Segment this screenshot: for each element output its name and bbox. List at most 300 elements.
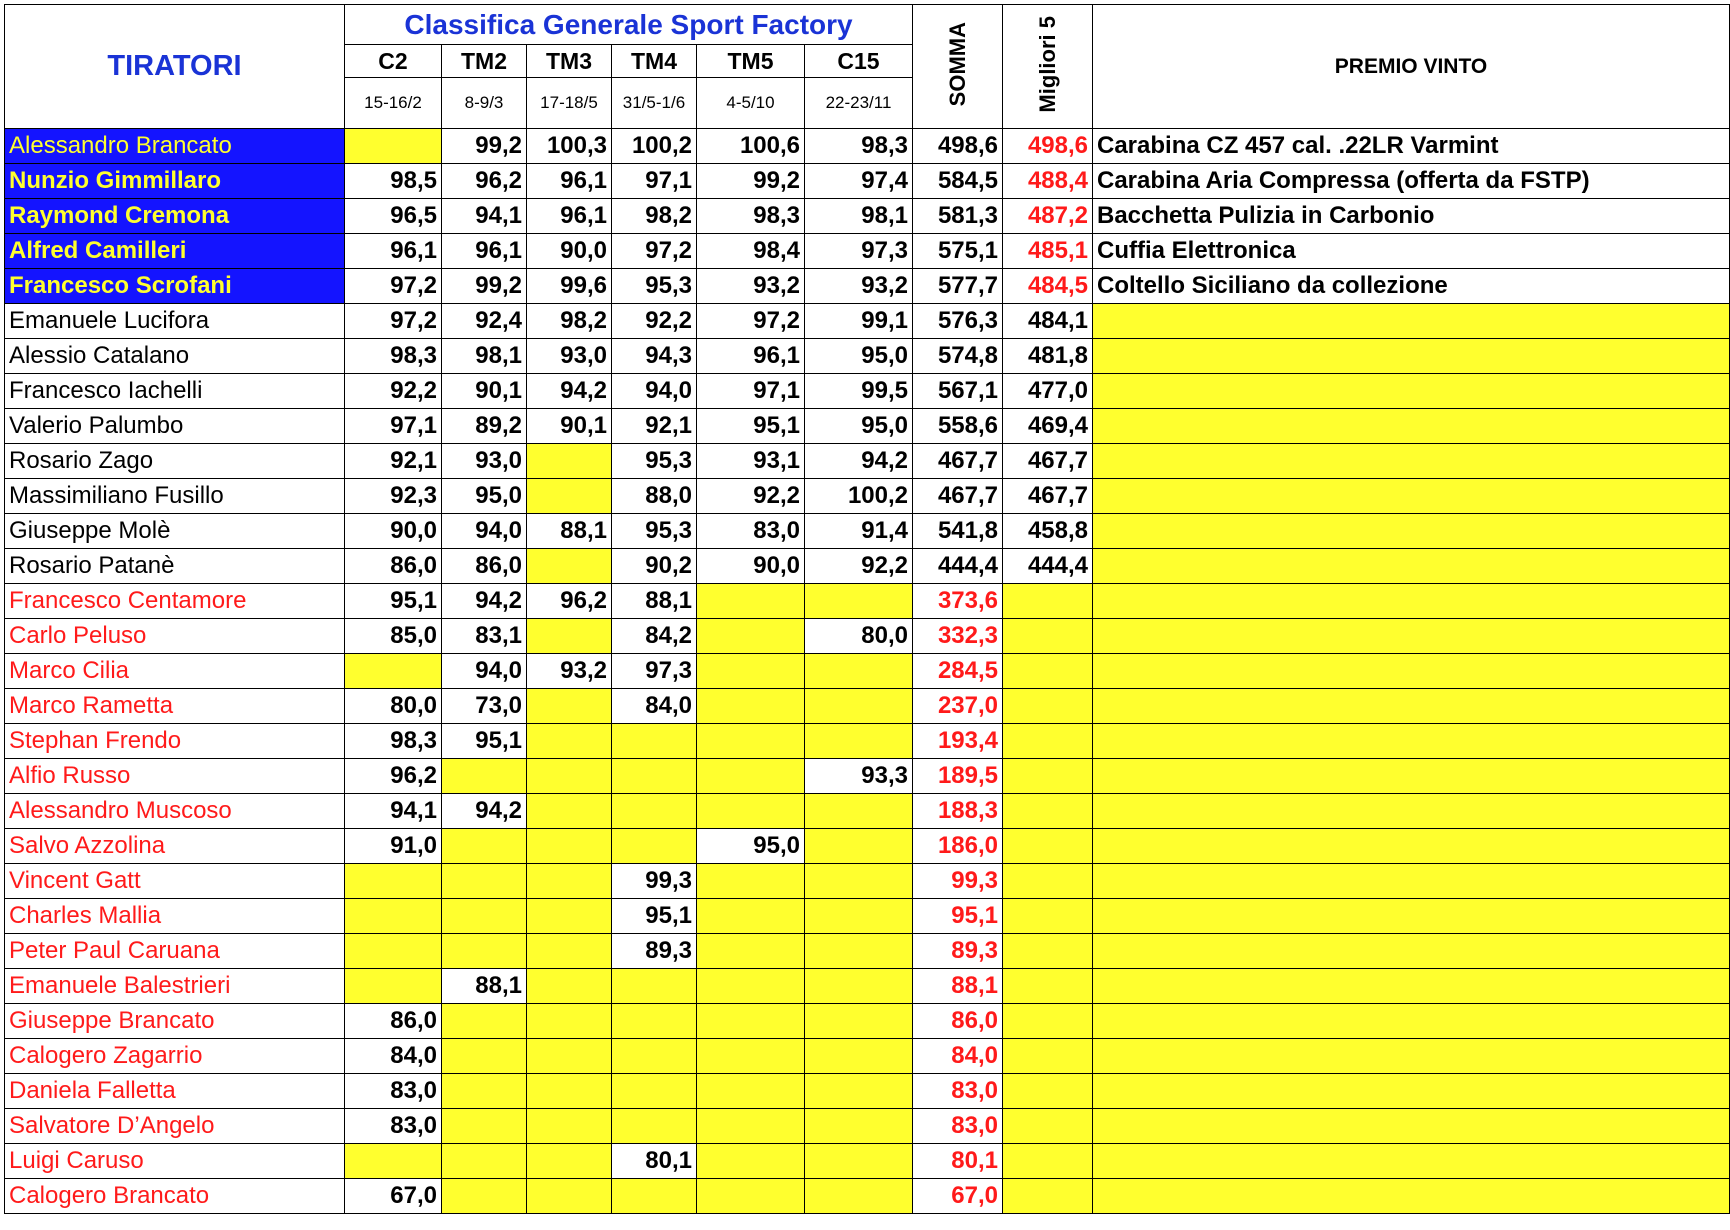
best5-cell xyxy=(1003,619,1093,654)
best5-cell: 488,4 xyxy=(1003,164,1093,199)
shooter-name: Emanuele Balestrieri xyxy=(5,969,345,1004)
best5-cell: 481,8 xyxy=(1003,339,1093,374)
score-cell: 99,1 xyxy=(805,304,913,339)
score-cell: 91,4 xyxy=(805,514,913,549)
best5-cell xyxy=(1003,584,1093,619)
somma-cell: 189,5 xyxy=(913,759,1003,794)
shooter-name: Salvatore D’Angelo xyxy=(5,1109,345,1144)
best5-cell xyxy=(1003,829,1093,864)
prize-cell: Bacchetta Pulizia in Carbonio xyxy=(1093,199,1730,234)
score-cell: 95,0 xyxy=(805,339,913,374)
score-cell xyxy=(612,1039,697,1074)
shooter-name: Stephan Frendo xyxy=(5,724,345,759)
prize-cell xyxy=(1093,374,1730,409)
somma-cell: 444,4 xyxy=(913,549,1003,584)
table-row xyxy=(5,444,1730,479)
score-cell xyxy=(805,1179,913,1214)
score-cell: 98,3 xyxy=(805,129,913,164)
shooter-name: Francesco Iachelli xyxy=(5,374,345,409)
shooter-name: Raymond Cremona xyxy=(5,199,345,234)
score-cell xyxy=(527,829,612,864)
score-cell: 96,1 xyxy=(345,234,442,269)
score-cell: 97,3 xyxy=(612,654,697,689)
score-cell: 99,2 xyxy=(442,269,527,304)
score-cell: 93,3 xyxy=(805,759,913,794)
score-cell xyxy=(442,1144,527,1179)
prize-cell xyxy=(1093,934,1730,969)
shooter-name: Rosario Patanè xyxy=(5,549,345,584)
score-cell: 90,2 xyxy=(612,549,697,584)
score-cell: 95,0 xyxy=(697,829,805,864)
shooter-name: Valerio Palumbo xyxy=(5,409,345,444)
table-row xyxy=(5,1004,1730,1039)
score-cell xyxy=(697,1074,805,1109)
score-cell xyxy=(345,899,442,934)
score-cell: 94,1 xyxy=(345,794,442,829)
score-cell: 80,0 xyxy=(345,689,442,724)
header-somma xyxy=(913,5,1003,129)
somma-cell: 498,6 xyxy=(913,129,1003,164)
score-cell: 98,4 xyxy=(697,234,805,269)
score-cell: 95,3 xyxy=(612,444,697,479)
prize-cell xyxy=(1093,899,1730,934)
score-cell: 88,1 xyxy=(527,514,612,549)
best5-cell: 444,4 xyxy=(1003,549,1093,584)
shooter-name: Salvo Azzolina xyxy=(5,829,345,864)
score-cell: 83,0 xyxy=(697,514,805,549)
somma-cell: 467,7 xyxy=(913,444,1003,479)
prize-cell xyxy=(1093,829,1730,864)
score-cell xyxy=(697,1004,805,1039)
prize-cell xyxy=(1093,479,1730,514)
shooter-name: Calogero Zagarrio xyxy=(5,1039,345,1074)
event-code: TM5 xyxy=(697,45,805,78)
score-cell: 91,0 xyxy=(345,829,442,864)
somma-cell: 577,7 xyxy=(913,269,1003,304)
table-row xyxy=(5,1144,1730,1179)
score-cell: 92,2 xyxy=(805,549,913,584)
best5-cell xyxy=(1003,969,1093,1004)
score-cell xyxy=(527,479,612,514)
somma-cell: 95,1 xyxy=(913,899,1003,934)
score-cell xyxy=(697,864,805,899)
prize-cell xyxy=(1093,724,1730,759)
shooter-name: Calogero Brancato xyxy=(5,1179,345,1214)
score-cell: 96,5 xyxy=(345,199,442,234)
table-row xyxy=(5,829,1730,864)
score-cell xyxy=(697,759,805,794)
prize-cell xyxy=(1093,304,1730,339)
score-cell xyxy=(527,1179,612,1214)
score-cell: 89,2 xyxy=(442,409,527,444)
table-row xyxy=(5,479,1730,514)
score-cell: 95,3 xyxy=(612,514,697,549)
best5-cell: 485,1 xyxy=(1003,234,1093,269)
score-cell xyxy=(345,1144,442,1179)
shooter-name: Marco Rametta xyxy=(5,689,345,724)
somma-cell: 88,1 xyxy=(913,969,1003,1004)
score-cell: 94,2 xyxy=(442,584,527,619)
best5-cell: 484,1 xyxy=(1003,304,1093,339)
shooter-name: Alfred Camilleri xyxy=(5,234,345,269)
prize-cell xyxy=(1093,549,1730,584)
score-cell xyxy=(442,899,527,934)
shooter-name: Massimiliano Fusillo xyxy=(5,479,345,514)
table-row xyxy=(5,724,1730,759)
score-cell xyxy=(527,1109,612,1144)
best5-cell xyxy=(1003,1144,1093,1179)
score-cell: 97,2 xyxy=(345,269,442,304)
table-row xyxy=(5,269,1730,304)
prize-cell xyxy=(1093,969,1730,1004)
shooter-name: Vincent Gatt xyxy=(5,864,345,899)
score-cell: 97,4 xyxy=(805,164,913,199)
table-row xyxy=(5,689,1730,724)
score-cell xyxy=(697,1144,805,1179)
score-cell: 97,2 xyxy=(345,304,442,339)
score-cell: 92,2 xyxy=(612,304,697,339)
shooter-name: Rosario Zago xyxy=(5,444,345,479)
score-cell: 100,6 xyxy=(697,129,805,164)
score-cell: 93,0 xyxy=(442,444,527,479)
somma-cell: 67,0 xyxy=(913,1179,1003,1214)
table-row xyxy=(5,129,1730,164)
score-cell xyxy=(442,759,527,794)
table-row xyxy=(5,199,1730,234)
score-cell: 96,1 xyxy=(442,234,527,269)
somma-cell: 584,5 xyxy=(913,164,1003,199)
score-cell: 73,0 xyxy=(442,689,527,724)
score-cell xyxy=(805,584,913,619)
shooter-name: Giuseppe Molè xyxy=(5,514,345,549)
score-cell: 99,2 xyxy=(697,164,805,199)
somma-cell: 332,3 xyxy=(913,619,1003,654)
score-cell xyxy=(527,689,612,724)
table-row xyxy=(5,864,1730,899)
best5-cell xyxy=(1003,689,1093,724)
shooter-name: Marco Cilia xyxy=(5,654,345,689)
header-migliori-label: Migliori 5 xyxy=(1034,15,1060,113)
score-cell: 93,1 xyxy=(697,444,805,479)
shooter-name: Alessandro Muscoso xyxy=(5,794,345,829)
prize-cell xyxy=(1093,1144,1730,1179)
score-cell xyxy=(697,619,805,654)
best5-cell: 469,4 xyxy=(1003,409,1093,444)
shooter-name: Carlo Peluso xyxy=(5,619,345,654)
score-cell xyxy=(527,864,612,899)
ranking-table xyxy=(4,4,1730,1214)
score-cell xyxy=(527,1004,612,1039)
score-cell: 93,2 xyxy=(527,654,612,689)
score-cell: 80,0 xyxy=(805,619,913,654)
best5-cell xyxy=(1003,1179,1093,1214)
somma-cell: 575,1 xyxy=(913,234,1003,269)
prize-cell xyxy=(1093,339,1730,374)
score-cell: 94,1 xyxy=(442,199,527,234)
score-cell: 96,1 xyxy=(527,199,612,234)
prize-cell xyxy=(1093,514,1730,549)
score-cell xyxy=(697,1179,805,1214)
table-row xyxy=(5,934,1730,969)
table-row xyxy=(5,899,1730,934)
score-cell: 88,0 xyxy=(612,479,697,514)
score-cell xyxy=(612,829,697,864)
prize-cell xyxy=(1093,1179,1730,1214)
score-cell xyxy=(527,794,612,829)
shooter-name: Emanuele Lucifora xyxy=(5,304,345,339)
table-row xyxy=(5,409,1730,444)
score-cell xyxy=(442,1004,527,1039)
score-cell: 96,2 xyxy=(442,164,527,199)
score-cell xyxy=(345,969,442,1004)
score-cell: 86,0 xyxy=(442,549,527,584)
score-cell: 98,1 xyxy=(805,199,913,234)
score-cell xyxy=(527,1039,612,1074)
score-cell xyxy=(805,724,913,759)
score-cell xyxy=(527,899,612,934)
prize-cell xyxy=(1093,654,1730,689)
score-cell: 98,1 xyxy=(442,339,527,374)
score-cell: 98,2 xyxy=(612,199,697,234)
score-cell xyxy=(527,759,612,794)
table-row xyxy=(5,1179,1730,1214)
somma-cell: 581,3 xyxy=(913,199,1003,234)
score-cell xyxy=(805,969,913,1004)
best5-cell xyxy=(1003,864,1093,899)
table-row xyxy=(5,759,1730,794)
somma-cell: 80,1 xyxy=(913,1144,1003,1179)
score-cell: 97,3 xyxy=(805,234,913,269)
prize-cell xyxy=(1093,409,1730,444)
somma-cell: 373,6 xyxy=(913,584,1003,619)
score-cell xyxy=(345,864,442,899)
table-row xyxy=(5,969,1730,1004)
best5-cell xyxy=(1003,899,1093,934)
score-cell: 92,2 xyxy=(345,374,442,409)
score-cell: 99,2 xyxy=(442,129,527,164)
score-cell xyxy=(442,1179,527,1214)
score-cell: 90,0 xyxy=(527,234,612,269)
score-cell xyxy=(697,724,805,759)
prize-cell xyxy=(1093,864,1730,899)
prize-cell: Carabina Aria Compressa (offerta da FSTP) xyxy=(1093,164,1730,199)
header-somma-label: SOMMA xyxy=(944,21,970,107)
prize-cell: Coltello Siciliano da collezione xyxy=(1093,269,1730,304)
somma-cell: 574,8 xyxy=(913,339,1003,374)
score-cell: 96,2 xyxy=(345,759,442,794)
best5-cell xyxy=(1003,724,1093,759)
score-cell xyxy=(805,829,913,864)
page-title: Classifica Generale Sport Factory xyxy=(345,5,913,45)
table-row xyxy=(5,304,1730,339)
best5-cell xyxy=(1003,1109,1093,1144)
score-cell xyxy=(697,689,805,724)
score-cell: 92,3 xyxy=(345,479,442,514)
best5-cell xyxy=(1003,1039,1093,1074)
score-cell: 96,1 xyxy=(697,339,805,374)
score-cell: 94,0 xyxy=(442,514,527,549)
prize-cell xyxy=(1093,444,1730,479)
somma-cell: 284,5 xyxy=(913,654,1003,689)
score-cell xyxy=(697,1109,805,1144)
score-cell: 97,2 xyxy=(612,234,697,269)
score-cell xyxy=(612,1179,697,1214)
best5-cell xyxy=(1003,794,1093,829)
score-cell: 90,1 xyxy=(527,409,612,444)
score-cell: 92,2 xyxy=(697,479,805,514)
prize-cell: Cuffia Elettronica xyxy=(1093,234,1730,269)
score-cell: 95,1 xyxy=(442,724,527,759)
score-cell xyxy=(442,1074,527,1109)
header-tiratori: TIRATORI xyxy=(5,5,345,129)
score-cell xyxy=(697,934,805,969)
event-date: 8-9/3 xyxy=(442,78,527,129)
score-cell: 98,3 xyxy=(345,724,442,759)
somma-cell: 188,3 xyxy=(913,794,1003,829)
somma-cell: 567,1 xyxy=(913,374,1003,409)
score-cell: 94,2 xyxy=(442,794,527,829)
score-cell xyxy=(697,1039,805,1074)
score-cell xyxy=(612,969,697,1004)
score-cell: 84,2 xyxy=(612,619,697,654)
score-cell xyxy=(612,724,697,759)
score-cell xyxy=(697,794,805,829)
somma-cell: 83,0 xyxy=(913,1074,1003,1109)
table-row xyxy=(5,794,1730,829)
score-cell: 80,1 xyxy=(612,1144,697,1179)
table-row xyxy=(5,619,1730,654)
score-cell: 83,1 xyxy=(442,619,527,654)
shooter-name: Alfio Russo xyxy=(5,759,345,794)
score-cell: 88,1 xyxy=(442,969,527,1004)
score-cell xyxy=(442,864,527,899)
header-migliori xyxy=(1003,5,1093,129)
score-cell xyxy=(527,1074,612,1109)
score-cell: 94,2 xyxy=(805,444,913,479)
score-cell: 67,0 xyxy=(345,1179,442,1214)
score-cell: 92,1 xyxy=(345,444,442,479)
score-cell: 83,0 xyxy=(345,1109,442,1144)
best5-cell xyxy=(1003,934,1093,969)
shooter-name: Nunzio Gimmillaro xyxy=(5,164,345,199)
event-date: 4-5/10 xyxy=(697,78,805,129)
score-cell xyxy=(527,969,612,1004)
score-cell: 83,0 xyxy=(345,1074,442,1109)
somma-cell: 186,0 xyxy=(913,829,1003,864)
score-cell: 100,2 xyxy=(612,129,697,164)
score-cell xyxy=(805,1074,913,1109)
score-cell: 94,2 xyxy=(527,374,612,409)
prize-cell xyxy=(1093,1074,1730,1109)
score-cell xyxy=(612,1074,697,1109)
score-cell xyxy=(697,899,805,934)
somma-cell: 99,3 xyxy=(913,864,1003,899)
somma-cell: 83,0 xyxy=(913,1109,1003,1144)
prize-cell xyxy=(1093,759,1730,794)
somma-cell: 576,3 xyxy=(913,304,1003,339)
event-date: 17-18/5 xyxy=(527,78,612,129)
prize-cell xyxy=(1093,689,1730,724)
score-cell: 95,0 xyxy=(442,479,527,514)
score-cell xyxy=(805,1144,913,1179)
somma-cell: 541,8 xyxy=(913,514,1003,549)
score-cell: 93,2 xyxy=(805,269,913,304)
event-code: TM4 xyxy=(612,45,697,78)
score-cell xyxy=(697,969,805,1004)
score-cell: 98,3 xyxy=(345,339,442,374)
score-cell: 97,1 xyxy=(612,164,697,199)
score-cell xyxy=(442,1109,527,1144)
shooter-name: Francesco Centamore xyxy=(5,584,345,619)
table-row xyxy=(5,1109,1730,1144)
header-premio: PREMIO VINTO xyxy=(1093,5,1730,129)
score-cell: 98,3 xyxy=(697,199,805,234)
score-cell: 86,0 xyxy=(345,1004,442,1039)
score-cell: 92,4 xyxy=(442,304,527,339)
score-cell xyxy=(527,619,612,654)
best5-cell: 484,5 xyxy=(1003,269,1093,304)
score-cell xyxy=(805,1004,913,1039)
score-cell xyxy=(345,654,442,689)
score-cell xyxy=(442,829,527,864)
score-cell xyxy=(612,1004,697,1039)
prize-cell xyxy=(1093,1004,1730,1039)
table-row xyxy=(5,1074,1730,1109)
best5-cell xyxy=(1003,1004,1093,1039)
score-cell xyxy=(527,1144,612,1179)
best5-cell: 467,7 xyxy=(1003,444,1093,479)
score-cell: 97,2 xyxy=(697,304,805,339)
score-cell xyxy=(697,654,805,689)
somma-cell: 89,3 xyxy=(913,934,1003,969)
score-cell: 84,0 xyxy=(612,689,697,724)
score-cell xyxy=(805,1109,913,1144)
somma-cell: 558,6 xyxy=(913,409,1003,444)
score-cell xyxy=(805,934,913,969)
score-cell xyxy=(527,549,612,584)
score-cell xyxy=(527,724,612,759)
score-cell xyxy=(805,794,913,829)
shooter-name: Alessio Catalano xyxy=(5,339,345,374)
table-row xyxy=(5,654,1730,689)
shooter-name: Giuseppe Brancato xyxy=(5,1004,345,1039)
score-cell: 98,2 xyxy=(527,304,612,339)
score-cell: 84,0 xyxy=(345,1039,442,1074)
prize-cell: Carabina CZ 457 cal. .22LR Varmint xyxy=(1093,129,1730,164)
score-cell: 95,3 xyxy=(612,269,697,304)
shooter-name: Francesco Scrofani xyxy=(5,269,345,304)
best5-cell: 467,7 xyxy=(1003,479,1093,514)
shooter-name: Charles Mallia xyxy=(5,899,345,934)
best5-cell: 487,2 xyxy=(1003,199,1093,234)
table-row xyxy=(5,164,1730,199)
score-cell: 99,6 xyxy=(527,269,612,304)
score-cell: 99,3 xyxy=(612,864,697,899)
score-cell: 89,3 xyxy=(612,934,697,969)
table-row xyxy=(5,339,1730,374)
score-cell xyxy=(805,689,913,724)
event-code: TM3 xyxy=(527,45,612,78)
table-row xyxy=(5,584,1730,619)
score-cell xyxy=(805,864,913,899)
prize-cell xyxy=(1093,619,1730,654)
best5-cell: 498,6 xyxy=(1003,129,1093,164)
score-cell xyxy=(612,794,697,829)
score-cell: 96,2 xyxy=(527,584,612,619)
score-cell: 95,1 xyxy=(612,899,697,934)
score-cell: 86,0 xyxy=(345,549,442,584)
prize-cell xyxy=(1093,1039,1730,1074)
